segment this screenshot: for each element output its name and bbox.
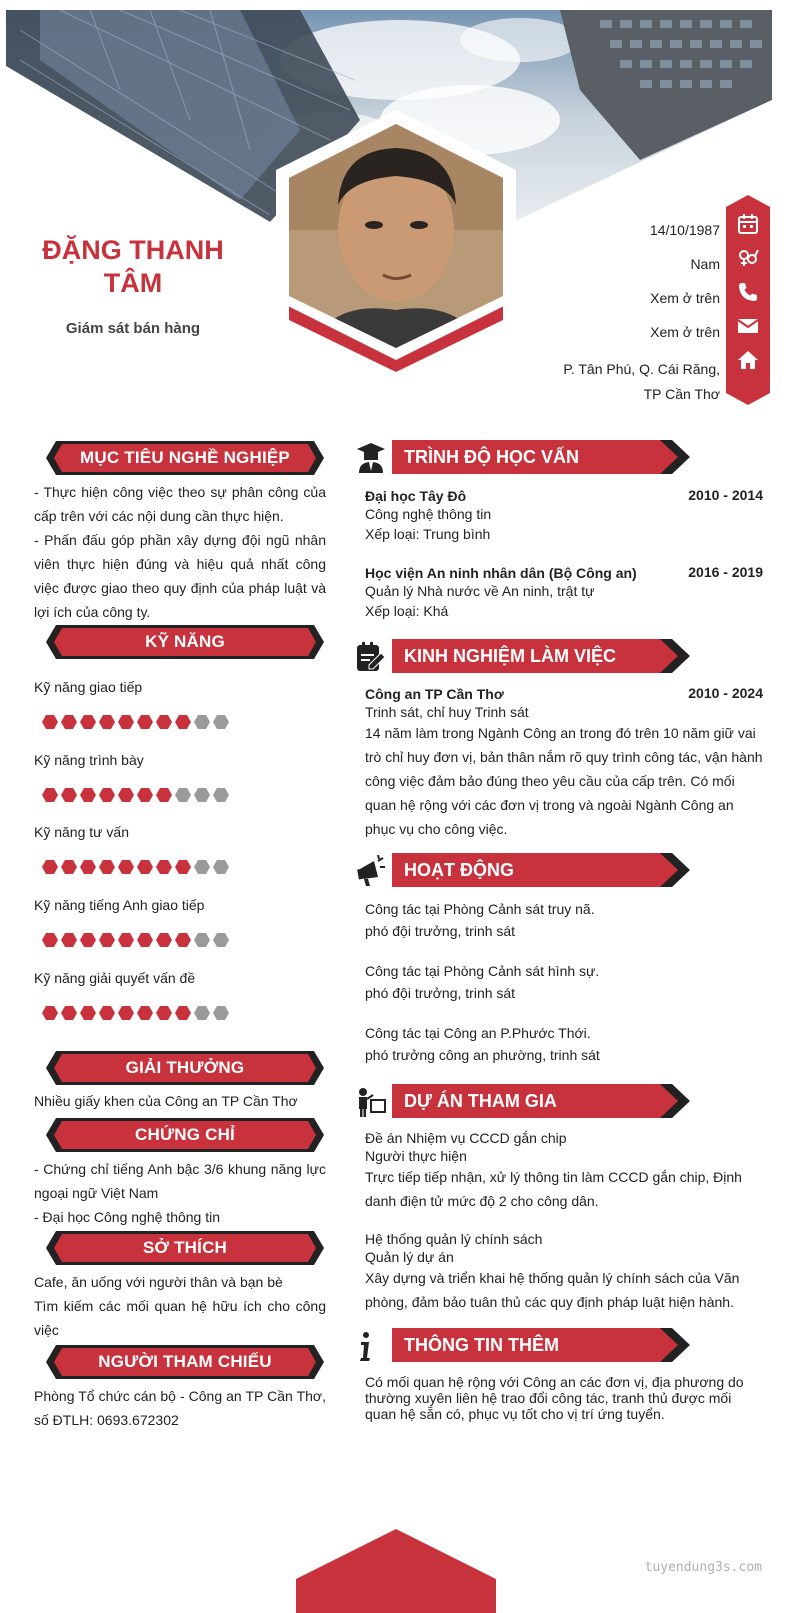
skill-dot-filled bbox=[118, 715, 134, 729]
graduate-icon bbox=[356, 442, 386, 474]
skill-dot-filled bbox=[80, 933, 96, 947]
skill-dot-empty bbox=[213, 933, 229, 947]
job-title: Giám sát bán hàng bbox=[65, 320, 201, 337]
gender-icon bbox=[736, 246, 760, 270]
skill-rating bbox=[42, 787, 242, 805]
presenter-icon bbox=[356, 1086, 386, 1118]
skill-rating bbox=[42, 859, 242, 877]
skill-dot-empty bbox=[213, 860, 229, 874]
calendar-icon bbox=[736, 212, 760, 236]
skill-dot-empty bbox=[175, 788, 191, 802]
section-header-awards bbox=[46, 1051, 324, 1085]
skill-dot-filled bbox=[175, 933, 191, 947]
grade: Xếp loại: Trung bình bbox=[365, 526, 491, 542]
activity-org: Công tác tại Phòng Cảnh sát truy nã. bbox=[365, 901, 595, 917]
project-item-2 bbox=[365, 1230, 765, 1314]
skill-dot-empty bbox=[194, 788, 210, 802]
skill-dot-filled bbox=[99, 1006, 115, 1020]
skill-dot-filled bbox=[42, 715, 58, 729]
skill-name: Kỹ năng trình bày bbox=[34, 751, 144, 768]
project-item-1 bbox=[365, 1129, 765, 1213]
major: Quản lý Nhà nước về An ninh, trật tự bbox=[365, 583, 595, 599]
skill-dot-filled bbox=[80, 788, 96, 802]
skill-dot-filled bbox=[175, 715, 191, 729]
footer-decoration bbox=[296, 1529, 496, 1613]
skill-dot-filled bbox=[156, 933, 172, 947]
megaphone-icon bbox=[356, 855, 386, 887]
skill-dot-filled bbox=[118, 1006, 134, 1020]
skill-dot-filled bbox=[99, 788, 115, 802]
skill-dot-filled bbox=[42, 1006, 58, 1020]
skill-dot-filled bbox=[137, 715, 153, 729]
mail-icon bbox=[736, 314, 760, 338]
interests-text: Cafe, ăn uống với người thân và bạn bè Tìm kiếm các mối quan hệ hữu ích cho công việc bbox=[34, 1274, 326, 1338]
watermark: tuyendung3s.com bbox=[644, 1560, 762, 1575]
skill-dot-filled bbox=[156, 860, 172, 874]
activity-role: phó đội trưởng, trinh sát bbox=[365, 923, 516, 939]
home-icon bbox=[736, 348, 760, 372]
education-years: 2010 - 2014 bbox=[688, 487, 763, 503]
skill-dot-filled bbox=[80, 715, 96, 729]
skill-dot-empty bbox=[213, 788, 229, 802]
skill-dot-filled bbox=[80, 1006, 96, 1020]
skill-dot-filled bbox=[156, 715, 172, 729]
skill-rating bbox=[42, 714, 242, 732]
project-role: Người thực hiện bbox=[365, 1148, 467, 1164]
objective-text: - Thực hiện công việc theo sự phân công của cấp trên với các nội dung cần thực hiện. - Phấn đấu góp phần xây dựng đội ngũ nhân viên thực hiện đúng và hiệu quả nhất công việc được giao theo quy định của pháp luật và lợi ích của công ty. bbox=[34, 484, 326, 620]
skill-rating bbox=[42, 932, 242, 950]
birthday: 14/10/1987 bbox=[649, 222, 720, 238]
skill-dot-filled bbox=[156, 1006, 172, 1020]
skill-dot-empty bbox=[194, 1006, 210, 1020]
activity-item-1 bbox=[365, 898, 765, 942]
candidate-name: ĐẶNG THANH TÂM bbox=[42, 235, 224, 298]
skill-rating bbox=[42, 1005, 242, 1023]
section-header-skills bbox=[46, 625, 324, 659]
skill-dot-filled bbox=[99, 715, 115, 729]
skill-dot-filled bbox=[118, 933, 134, 947]
section-title: CHỨNG CHỈ bbox=[135, 1125, 235, 1144]
skill-name: Kỹ năng tư vấn bbox=[34, 824, 129, 841]
section-title: HOẠT ĐỘNG bbox=[404, 860, 514, 880]
references-text: Phòng Tổ chức cán bộ - Công an TP Cần Thơ, số ĐTLH: 0693.672302 bbox=[34, 1388, 326, 1428]
skill-dot-filled bbox=[175, 1006, 191, 1020]
skill-dot-filled bbox=[175, 860, 191, 874]
project-name: Hệ thống quản lý chính sách bbox=[365, 1231, 543, 1247]
skill-dot-filled bbox=[99, 933, 115, 947]
experience-years: 2010 - 2024 bbox=[688, 685, 763, 701]
skill-dot-filled bbox=[137, 788, 153, 802]
skill-dot-empty bbox=[194, 715, 210, 729]
skill-name: Kỹ năng tiếng Anh giao tiếp bbox=[34, 897, 205, 914]
gender: Nam bbox=[690, 256, 720, 272]
company-name: Công an TP Cần Thơ bbox=[365, 686, 504, 702]
skill-dot-filled bbox=[61, 860, 77, 874]
school-name: Học viện An ninh nhân dân (Bộ Công an) bbox=[365, 565, 637, 581]
section-title: KỸ NĂNG bbox=[145, 632, 225, 651]
awards-text: Nhiều giấy khen của Công an TP Cần Thơ bbox=[34, 1093, 298, 1109]
project-description: Trực tiếp tiếp nhận, xử lý thông tin làm CCCD gắn chip, Định danh điện tử mức độ 2 cho công dân. bbox=[365, 1169, 742, 1209]
skill-dot-filled bbox=[61, 1006, 77, 1020]
skill-dot-empty bbox=[194, 933, 210, 947]
position: Trinh sát, chỉ huy Trinh sát bbox=[365, 704, 529, 720]
skill-dot-filled bbox=[137, 933, 153, 947]
skill-dot-empty bbox=[194, 860, 210, 874]
skill-dot-filled bbox=[137, 1006, 153, 1020]
project-description: Xây dựng và triển khai hệ thống quản lý chính sách của Văn phòng, đảm bảo tuân thủ các quy định pháp luật hiện hành. bbox=[365, 1270, 740, 1310]
section-header-additional bbox=[356, 1328, 696, 1364]
section-title: GIẢI THƯỞNG bbox=[125, 1058, 245, 1077]
skill-name: Kỹ năng giải quyết vấn đề bbox=[34, 969, 196, 986]
skill-dot-filled bbox=[118, 860, 134, 874]
skill-dot-filled bbox=[42, 788, 58, 802]
clipboard-pen-icon bbox=[356, 641, 386, 673]
section-header-education bbox=[356, 440, 696, 476]
activity-org: Công tác tại Phòng Cảnh sát hình sự. bbox=[365, 963, 600, 979]
section-header-projects bbox=[356, 1084, 696, 1120]
major: Công nghệ thông tin bbox=[365, 506, 492, 522]
address: P. Tân Phú, Q. Cái Răng, TP Cần Thơ bbox=[563, 361, 720, 402]
section-header-activities bbox=[356, 853, 696, 889]
skill-dot-filled bbox=[156, 788, 172, 802]
skill-dot-filled bbox=[137, 860, 153, 874]
phone-icon bbox=[736, 280, 760, 304]
section-title: MỤC TIÊU NGHỀ NGHIỆP bbox=[80, 448, 290, 467]
education-years: 2016 - 2019 bbox=[688, 564, 763, 580]
skill-dot-filled bbox=[42, 860, 58, 874]
activity-item-2 bbox=[365, 960, 765, 1004]
project-name: Đề án Nhiệm vụ CCCD gắn chip bbox=[365, 1130, 567, 1146]
activity-role: phó đội trưởng, trinh sát bbox=[365, 985, 516, 1001]
section-title: DỰ ÁN THAM GIA bbox=[404, 1091, 557, 1111]
project-role: Quản lý dự án bbox=[365, 1249, 454, 1265]
experience-description: 14 năm làm trong Ngành Công an trong đó trên 10 năm giữ vai trò chỉ huy đơn vị, bản thân nắm rõ quy trình công tác, vận hành công việc đảm bảo đúng theo yêu cầu của cấp trên. Có mối quan hệ rộng với các đơn vị trong và ngoài Ngành Công an phục vụ cho công việc. bbox=[365, 725, 763, 837]
skill-dot-empty bbox=[213, 715, 229, 729]
section-header-interests bbox=[46, 1231, 324, 1265]
section-header-objective bbox=[46, 441, 324, 475]
activity-item-3 bbox=[365, 1022, 765, 1066]
info-icon bbox=[356, 1330, 386, 1362]
skill-dot-filled bbox=[118, 788, 134, 802]
school-name: Đại học Tây Đô bbox=[365, 488, 467, 504]
skill-dot-filled bbox=[42, 933, 58, 947]
email: Xem ở trên bbox=[650, 324, 720, 340]
section-header-experience bbox=[356, 639, 696, 675]
contact-info bbox=[460, 221, 720, 407]
skill-name: Kỹ năng giao tiếp bbox=[34, 679, 143, 695]
section-header-references bbox=[46, 1345, 324, 1379]
skill-dot-filled bbox=[99, 860, 115, 874]
section-title: NGƯỜI THAM CHIẾU bbox=[98, 1352, 272, 1371]
section-title: KINH NGHIỆM LÀM VIỆC bbox=[404, 646, 617, 666]
certificates-text: - Chứng chỉ tiếng Anh bậc 3/6 khung năng lực ngoại ngữ Việt Nam - Đại học Công nghệ thông tin bbox=[34, 1161, 326, 1225]
activity-org: Công tác tại Công an P.Phước Thới. bbox=[365, 1025, 591, 1041]
additional-text: Có mối quan hệ rộng với Công an các đơn vị, địa phương do thường xuyên liên hệ trao đổi công tác, tranh thủ được mối quan hệ sẵn có, phục vụ tốt cho vị trí ứng tuyển. bbox=[365, 1374, 744, 1422]
skill-dot-filled bbox=[61, 715, 77, 729]
skill-dot-filled bbox=[61, 788, 77, 802]
section-title: TRÌNH ĐỘ HỌC VẤN bbox=[404, 447, 579, 467]
section-title: SỞ THÍCH bbox=[142, 1238, 228, 1257]
section-title: THÔNG TIN THÊM bbox=[404, 1335, 559, 1355]
skill-dot-empty bbox=[213, 1006, 229, 1020]
section-header-certificates bbox=[46, 1118, 324, 1152]
skill-dot-filled bbox=[80, 860, 96, 874]
grade: Xếp loại: Khá bbox=[365, 603, 449, 619]
activity-role: phó trưởng công an phường, trinh sát bbox=[365, 1047, 600, 1063]
phone: Xem ở trên bbox=[650, 290, 720, 306]
experience-item-1 bbox=[365, 685, 765, 841]
skill-dot-filled bbox=[61, 933, 77, 947]
